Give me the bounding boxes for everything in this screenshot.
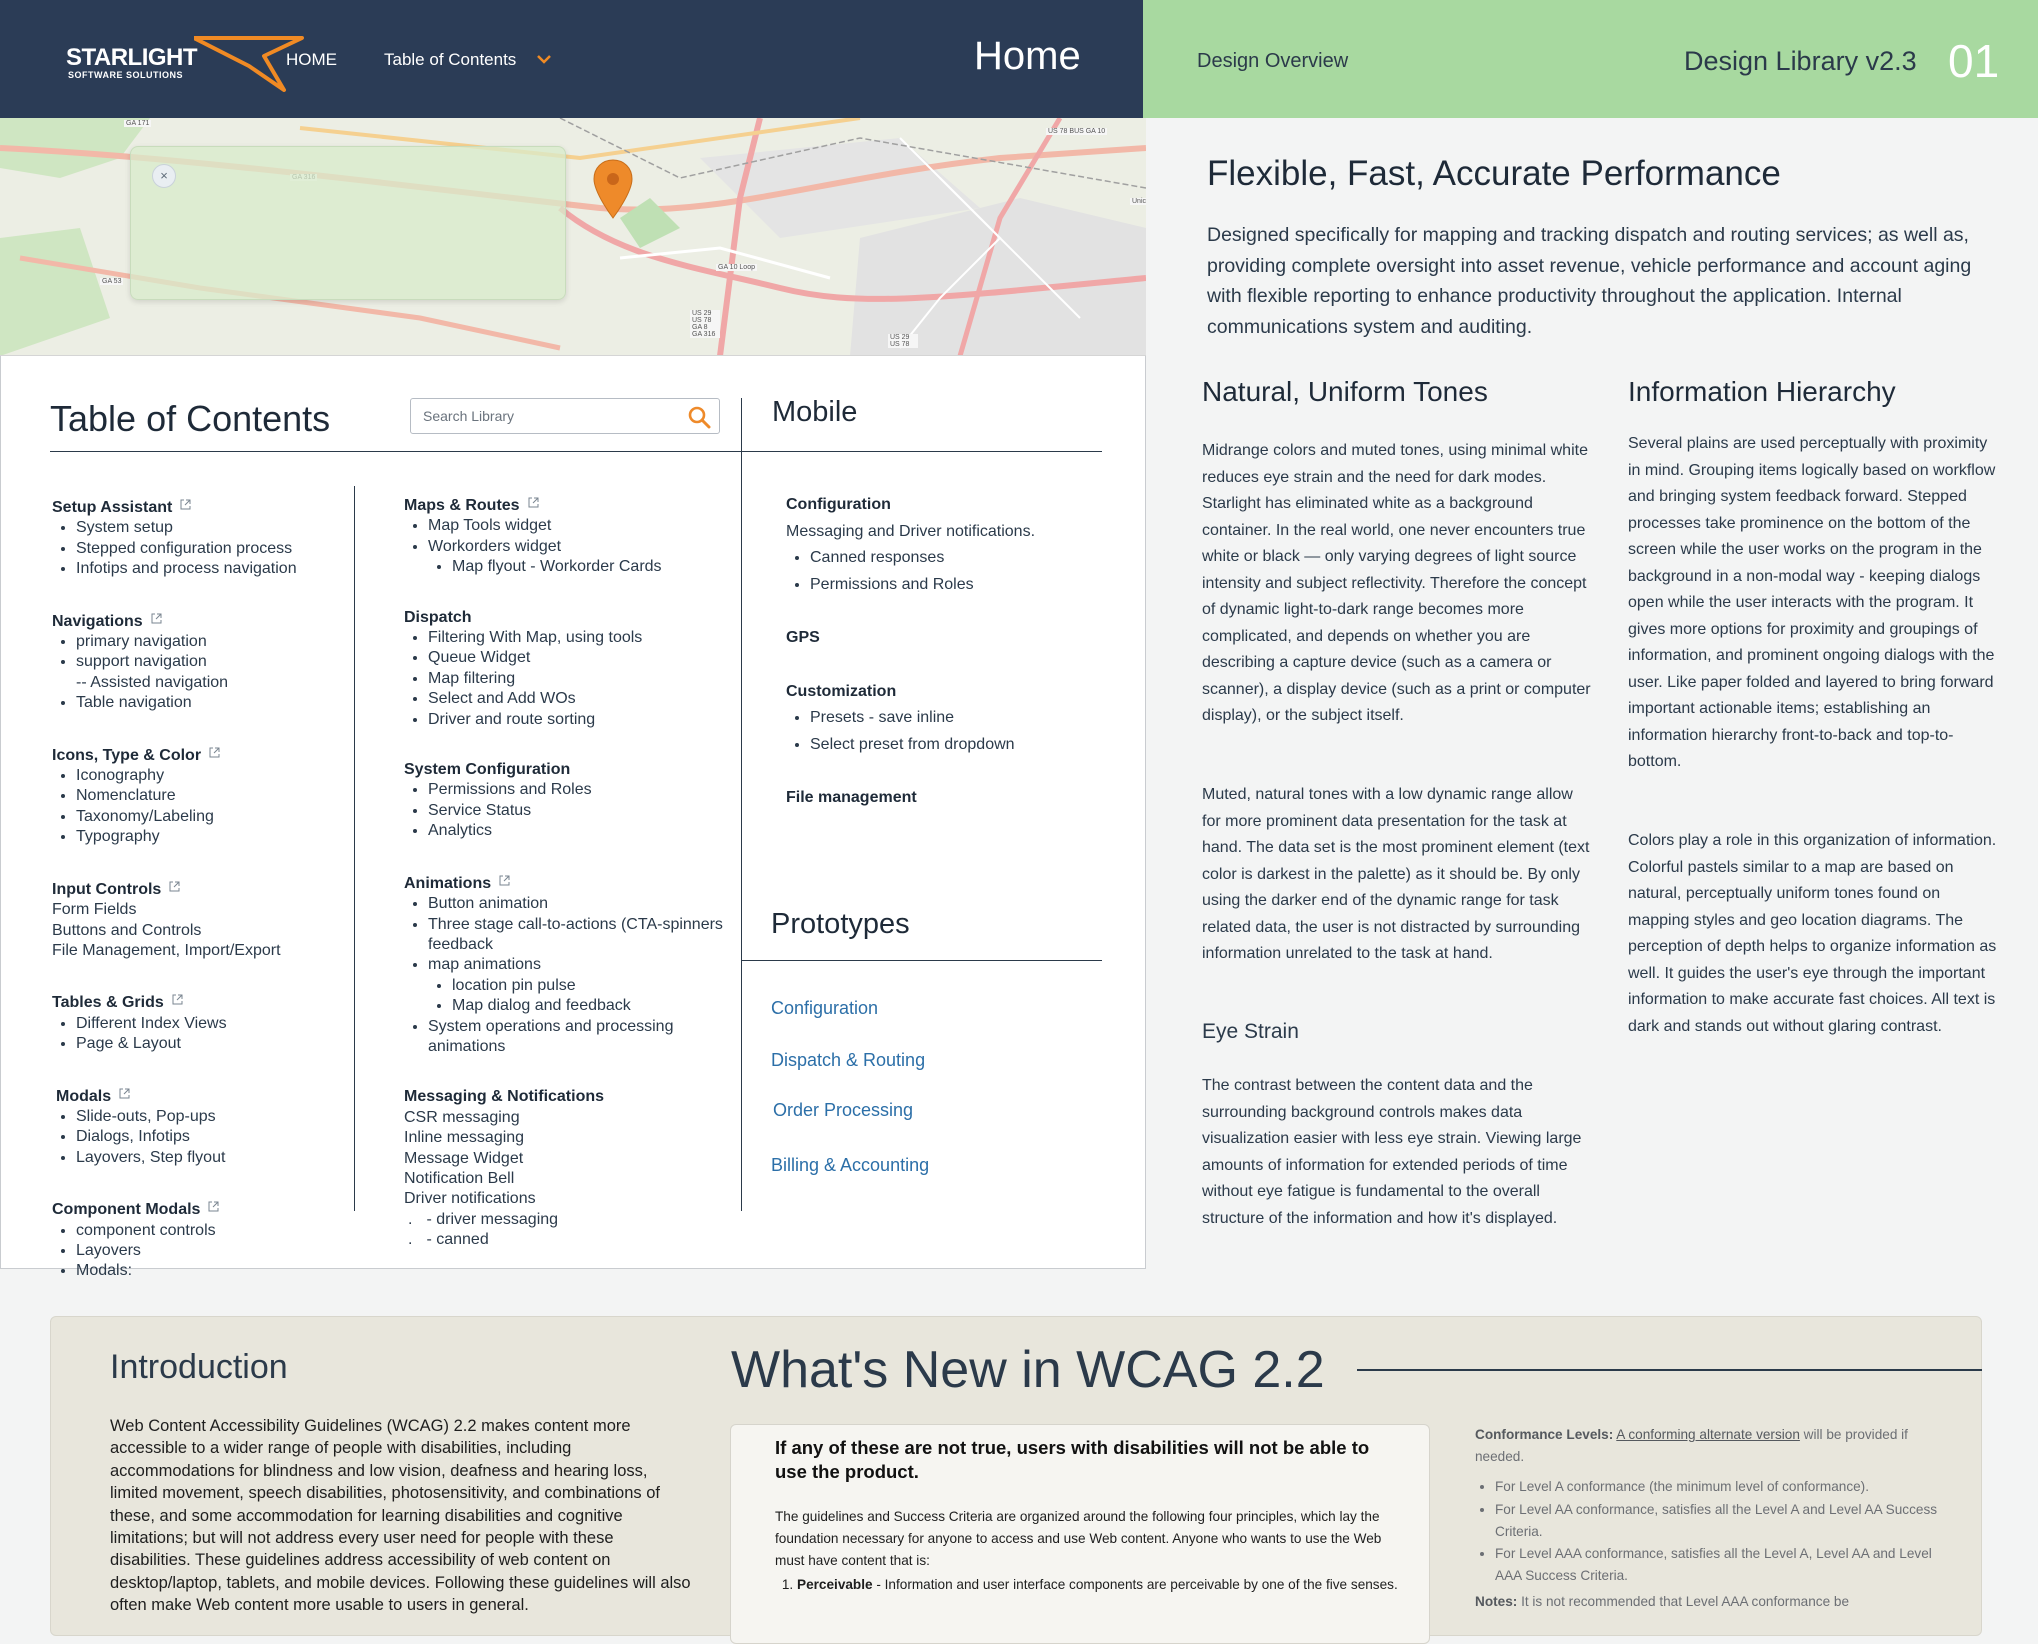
external-link-icon[interactable] — [119, 1085, 130, 1105]
section-title: Icons, Type & Color — [52, 746, 202, 764]
toc-item[interactable]: • Iconography — [76, 766, 352, 786]
map-view[interactable] — [0, 118, 1146, 356]
toc-item[interactable]: • Three stage call-to-actions (CTA-spinners feedback — [428, 915, 734, 956]
toc-subitem[interactable]: -- Assisted navigation — [76, 673, 229, 691]
map-label: Unic — [1130, 198, 1146, 205]
prototype-link-order-processing[interactable]: Order Processing — [773, 1100, 914, 1120]
divider — [742, 960, 1102, 961]
search-icon[interactable] — [687, 405, 711, 429]
external-link-icon[interactable] — [208, 1198, 219, 1218]
search-input[interactable] — [411, 399, 671, 433]
performance-paragraph: Designed specifically for mapping and tracking dispatch and routing services; as well as, providing complete oversight into asset revenue, vehicle performance and account aging with flexible reporting to enhance productivity throughout the application. Internal communications system and auditing. — [1207, 224, 1972, 338]
external-link-icon[interactable] — [209, 744, 220, 764]
toc-item[interactable]: • component controls — [76, 1221, 352, 1241]
external-link-icon[interactable] — [151, 610, 162, 630]
toc-section-animations[interactable] — [404, 872, 734, 894]
notes-label: Notes: — [1475, 1594, 1518, 1610]
toc-section-component-modals[interactable] — [52, 1198, 352, 1220]
toc-group — [52, 1085, 352, 1169]
toc-item[interactable]: • support navigation — [76, 652, 352, 672]
divider — [742, 451, 1102, 452]
notes-text: It is not recommended that Level AAA conformance be — [1517, 1594, 1850, 1610]
toc-group — [404, 608, 734, 730]
mobile-section-configuration[interactable]: Configuration — [786, 496, 891, 513]
toc-item[interactable]: • Infotips and process navigation — [76, 559, 352, 579]
toc-section-maps[interactable] — [404, 494, 734, 516]
toc-column-1 — [52, 496, 352, 1312]
list-dot: . — [408, 1210, 413, 1228]
map-dialog[interactable] — [130, 146, 566, 300]
toc-item[interactable]: • Select and Add WOs — [428, 689, 734, 709]
toc-group — [404, 760, 734, 842]
toc-group — [404, 872, 734, 1058]
column-divider — [741, 398, 742, 1211]
toc-subitem[interactable] — [404, 1210, 734, 1230]
mobile-section-file-management[interactable]: File management — [786, 789, 917, 806]
prototype-link-dispatch[interactable]: Dispatch & Routing — [771, 1050, 926, 1070]
tones-paragraph-1: Midrange colors and muted tones, using minimal white reduces eye strain and the need for dark modes. Starlight has eliminated white as a background container. In the real world, one never encounters true white or black — only varying degrees of light source intensity and subject reflectivity. Therefore the concept of dynamic light-to-dark range becomes more complicated, and depends on whether you are describing a capture device (such as a camera or scanner), a display device (such as a print or computer display), or the subject itself. — [1202, 442, 1591, 724]
prototype-link-billing[interactable]: Billing & Accounting — [771, 1155, 930, 1175]
mobile-section-gps[interactable]: GPS — [786, 629, 820, 646]
conformance-text: will be provided if needed. — [1475, 1427, 1908, 1465]
toc-item[interactable]: Driver notifications — [404, 1190, 536, 1208]
toc-item[interactable]: • Different Index Views — [76, 1014, 352, 1034]
column-divider — [354, 486, 355, 1211]
wcag-heading: What's New in WCAG 2.2 — [731, 1341, 1325, 1399]
toc-item[interactable]: • Layovers — [76, 1241, 352, 1261]
list-dot: . — [408, 1231, 413, 1249]
toc-subitem[interactable]: • Map flyout - Workorder Cards — [452, 557, 734, 577]
map-label: US 29 US 78 GA 8 GA 316 — [690, 310, 720, 338]
tones-heading: Natural, Uniform Tones — [1202, 376, 1488, 407]
toc-item[interactable]: • Taxonomy/Labeling — [76, 807, 352, 827]
toc-item[interactable]: Inline messaging — [404, 1129, 525, 1147]
toc-section-navigations[interactable] — [52, 610, 352, 632]
map-label: GA 171 — [126, 120, 150, 127]
principle-text: - Information and user interface components are perceivable by one of the five senses. — [872, 1577, 1398, 1592]
wcag-principles-list — [775, 1574, 1407, 1596]
search-box[interactable] — [410, 398, 720, 434]
toc-item[interactable]: CSR messaging — [404, 1108, 520, 1126]
map-label: GA 53 — [102, 278, 122, 285]
toc-item[interactable]: • Nomenclature — [76, 786, 352, 806]
toc-item[interactable]: • primary navigation — [76, 632, 352, 652]
toc-item[interactable]: • Map Tools widget — [428, 516, 734, 536]
conformance-item: • For Level AA conformance, satisfies all the Level A and Level AA Success Criteria. — [1495, 1499, 1945, 1543]
toc-item[interactable]: • Driver and route sorting — [428, 710, 734, 730]
conformance-levels — [1475, 1424, 1945, 1614]
toc-group — [52, 610, 352, 714]
toc-item[interactable]: • Layovers, Step flyout — [76, 1148, 352, 1168]
external-link-icon[interactable] — [169, 878, 180, 898]
conformance-item: • For Level A conformance (the minimum level of conformance). — [1495, 1476, 1945, 1498]
eye-strain-paragraph: The contrast between the content data and the surrounding background controls makes data visualization easier with less eye strain. Viewing large amounts of information for extended periods of time without eye fatigue is fundamental to the overall structure of the information and how it's displayed. — [1202, 1077, 1582, 1227]
section-title: Setup Assistant — [52, 499, 173, 516]
hierarchy-heading: Information Hierarchy — [1628, 376, 1896, 407]
map-label: US 78 BUS GA 10 — [1048, 128, 1106, 135]
toc-section-messaging[interactable]: Messaging & Notifications — [404, 1088, 605, 1106]
toc-item[interactable]: Form Fields — [52, 901, 137, 919]
toc-group — [404, 494, 734, 578]
page-title: Home — [974, 34, 1081, 78]
mobile-item[interactable]: • Canned responses — [810, 545, 1106, 572]
toc-item[interactable]: • Page & Layout — [76, 1034, 352, 1054]
conforming-alternate-link[interactable]: A conforming alternate version — [1616, 1427, 1800, 1442]
mobile-heading: Mobile — [772, 396, 858, 428]
mobile-item[interactable]: Messaging and Driver notifications. — [786, 522, 1036, 540]
map-label: GA 10 Loop — [718, 264, 755, 271]
toc-item[interactable]: • System operations and processing animations — [428, 1017, 734, 1058]
section-title: Modals — [56, 1087, 112, 1105]
page-number: 01 — [1948, 35, 2000, 87]
logo-tagline: SOFTWARE SOLUTIONS — [68, 70, 184, 80]
toc-subitem[interactable] — [404, 1230, 734, 1250]
mobile-item[interactable]: • Presets - save inline — [810, 705, 1106, 732]
toc-item[interactable]: Notification Bell — [404, 1169, 515, 1187]
external-link-icon[interactable] — [180, 496, 191, 516]
toc-item[interactable]: • Button animation — [428, 894, 734, 914]
toc-section-modals[interactable] — [52, 1085, 352, 1107]
toc-group — [52, 991, 352, 1054]
mobile-section-customization[interactable]: Customization — [786, 682, 897, 700]
toc-item[interactable]: • Permissions and Roles — [428, 780, 734, 800]
toc-item[interactable]: • Stepped configuration process — [76, 539, 352, 559]
toc-subitem[interactable]: • Map dialog and feedback — [452, 996, 734, 1016]
logo-wordmark: STARLIGHT — [66, 44, 198, 71]
wcag-card-paragraph: The guidelines and Success Criteria are organized around the following four principles, which lay the foundation necessary for anyone to access and use Web content. Anyone who wants to use the Web must have content that is: — [775, 1509, 1382, 1569]
toc-item[interactable]: • Queue Widget — [428, 648, 734, 668]
prototype-link-configuration[interactable]: Configuration — [771, 998, 879, 1018]
toc-heading: Table of Contents — [50, 398, 331, 439]
section-title: Navigations — [52, 612, 143, 630]
eye-strain-heading: Eye Strain — [1202, 1020, 1299, 1043]
library-version: Design Library v2.3 — [1684, 46, 1917, 76]
principle-label: Perceivable — [797, 1577, 873, 1592]
performance-heading: Flexible, Fast, Accurate Performance — [1207, 154, 1781, 193]
divider — [50, 451, 742, 452]
nav-design-overview[interactable]: Design Overview — [1197, 50, 1349, 72]
toc-group — [52, 496, 352, 580]
mobile-item[interactable]: • Permissions and Roles — [810, 572, 1106, 599]
toc-subitem-label: - canned — [426, 1231, 489, 1249]
section-title: Tables & Grids — [52, 994, 164, 1012]
external-link-icon[interactable] — [172, 991, 183, 1011]
starlight-logo[interactable] — [64, 30, 244, 90]
toc-item[interactable]: • Workorders widget — [428, 537, 734, 557]
prototypes-heading: Prototypes — [771, 908, 910, 940]
toc-item[interactable]: • Map filtering — [428, 669, 734, 689]
external-link-icon[interactable] — [528, 494, 539, 514]
toc-section-dispatch[interactable]: Dispatch — [404, 608, 472, 626]
conformance-item: • For Level AAA conformance, satisfies all the Level A, Level AA and Level AAA Success Criteria. — [1495, 1543, 1945, 1587]
section-title: Component Modals — [52, 1201, 201, 1219]
conformance-notes — [1475, 1591, 1945, 1613]
introduction-heading: Introduction — [110, 1348, 288, 1386]
toc-group — [52, 1198, 352, 1282]
list-item — [797, 1574, 1407, 1596]
divider — [1357, 1369, 1982, 1371]
toc-item[interactable]: • Service Status — [428, 801, 734, 821]
toc-section-tables[interactable] — [52, 991, 352, 1013]
toc-group — [404, 1087, 734, 1250]
chevron-down-icon[interactable] — [536, 53, 552, 65]
toc-item[interactable]: • map animations — [428, 955, 734, 975]
map-label: US 29 US 78 — [888, 334, 918, 348]
toc-group — [52, 878, 352, 962]
section-title: Animations — [404, 874, 492, 892]
toc-item[interactable]: • Dialogs, Infotips — [76, 1127, 352, 1147]
close-icon[interactable]: × — [152, 164, 176, 188]
nav-table-of-contents[interactable]: Table of Contents — [384, 50, 517, 69]
introduction-paragraph: Web Content Accessibility Guidelines (WCAG) 2.2 makes content more accessible to a wider range of people with disabilities, including accommodations for blindness and low vision, deafness and hearing loss, limited movement, speech disabilities, photosensitivity, and combinations of these, and some accommodation for learning disabilities and cognitive limitations; but will not address every user need for people with these disabilities. These guidelines address accessibility of web content on desktop/laptop, tablets, and mobile devices. Following these guidelines will also often make Web content more usable to users in general. — [110, 1417, 691, 1615]
toc-section-input-controls[interactable] — [52, 878, 352, 900]
wcag-card-heading: If any of these are not true, users with disabilities will not be able to use the product. — [775, 1437, 1370, 1482]
mobile-list — [786, 492, 1106, 812]
toc-item[interactable]: • Table navigation — [76, 693, 352, 713]
toc-group — [52, 744, 352, 848]
nav-home[interactable]: HOME — [286, 50, 337, 69]
toc-section-icons[interactable] — [52, 744, 352, 766]
toc-item[interactable]: Buttons and Controls — [52, 921, 202, 939]
tones-paragraph-2: Muted, natural tones with a low dynamic range allow for more prominent data presentation for the task at hand. The data set is the most prominent element (text color is darkest in the palette) as it should be. By only using the darker end of the dynamic range for task related data, the user is not distracted by surrounding information unrelated to the task at hand. — [1202, 786, 1590, 962]
hierarchy-paragraph-1: Several plains are used perceptually with proximity in mind. Grouping items logically based on workflow and bringing system feedback forward. Stepped processes take prominence on the bottom of the screen while the user works on the program in the background in a non-modal way - keeping dialogs open while the user interacts with the program. It gives more options for proximity and groupings of information, and prominent ongoing dialogs with the user. Like paper folded and layered to bring forward important actionable items; establishing an information hierarchy front-to-back and top-to-bottom. — [1628, 435, 1996, 770]
toc-subitem[interactable]: • location pin pulse — [452, 976, 734, 996]
toc-item[interactable]: • Typography — [76, 827, 352, 847]
toc-section-setup[interactable] — [52, 496, 352, 518]
toc-item[interactable]: • Slide-outs, Pop-ups — [76, 1107, 352, 1127]
hierarchy-paragraph-2: Colors play a role in this organization of information. Colorful pastels similar to a map are based on natural, perceptually uniform tones found on mapping styles and geo location diagrams. The perception of depth helps to organize information as well. It guides the user's eye through the important information to make accurate fast choices. All text is dark and stands out without glaring contrast. — [1628, 832, 1997, 1035]
mobile-item[interactable]: • Select preset from dropdown — [810, 732, 1106, 759]
toc-column-2 — [404, 494, 734, 1281]
toc-item[interactable]: • System setup — [76, 518, 352, 538]
toc-item[interactable]: • Filtering With Map, using tools — [428, 628, 734, 648]
toc-section-system-configuration[interactable]: System Configuration — [404, 761, 571, 779]
conformance-label: Conformance Levels: — [1475, 1427, 1614, 1442]
toc-item[interactable]: Message Widget — [404, 1149, 524, 1167]
section-title: Input Controls — [52, 880, 162, 898]
external-link-icon[interactable] — [499, 872, 510, 892]
section-title: Maps & Routes — [404, 497, 520, 514]
toc-item[interactable]: File Management, Import/Export — [52, 941, 281, 959]
toc-item[interactable]: • Modals: — [76, 1261, 352, 1281]
location-pin-icon[interactable] — [592, 158, 634, 220]
toc-item[interactable]: • Analytics — [428, 821, 734, 841]
toc-subitem-label: - driver messaging — [426, 1210, 559, 1228]
